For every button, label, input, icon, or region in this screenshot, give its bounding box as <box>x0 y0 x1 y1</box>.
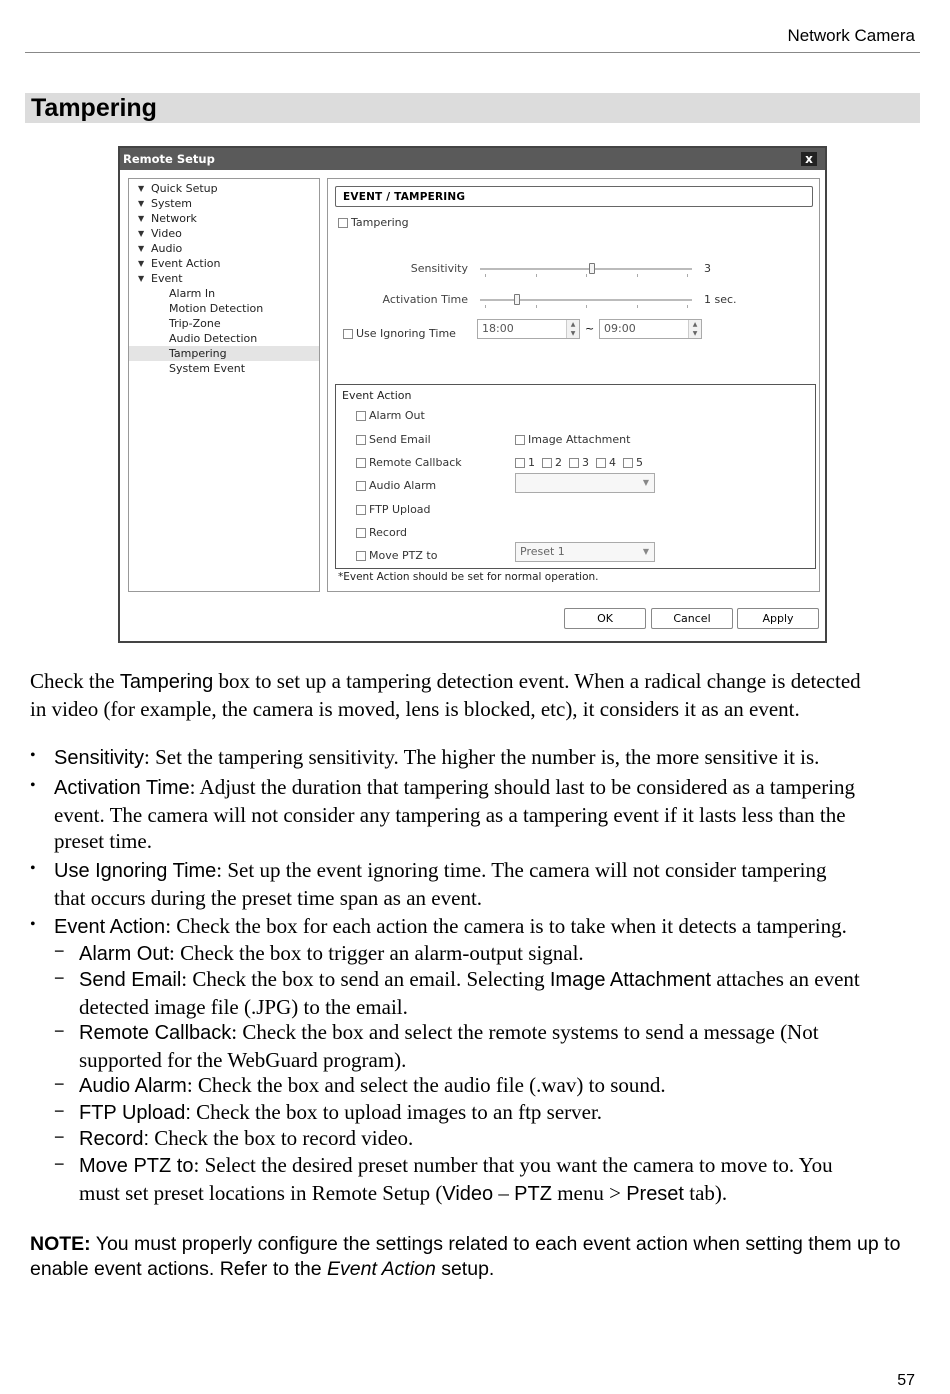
subitem-text: – <box>493 1180 515 1205</box>
tampering-checkbox-row[interactable] <box>338 212 409 231</box>
section-title: Tampering <box>31 94 157 122</box>
record-row[interactable] <box>356 522 407 541</box>
slider-tick <box>586 274 587 277</box>
preset-value: Preset 1 <box>520 545 565 558</box>
tree-item-label: Event Action <box>151 257 221 270</box>
bullet-line: that occurs during the preset time span as an event. <box>54 885 483 910</box>
tree-item-label: Motion Detection <box>169 302 264 315</box>
slider-tick <box>485 274 486 277</box>
subitem-remote-callback <box>79 1019 934 1073</box>
term-sensitivity: Sensitivity <box>54 747 145 769</box>
send-email-checkbox[interactable] <box>356 435 366 445</box>
tree-item[interactable] <box>129 196 319 211</box>
subitem-audio-alarm <box>79 1072 934 1100</box>
tree-item[interactable] <box>129 271 319 286</box>
tree-item-label: Audio <box>151 242 183 255</box>
section-heading-band <box>25 93 920 123</box>
send-email-label: Send Email <box>369 433 431 446</box>
subitem-text: : Check the box and select the audio file (.wav) to sound. <box>186 1073 666 1097</box>
subitem-text: menu > <box>551 1180 627 1205</box>
apply-button[interactable]: Apply <box>737 608 819 629</box>
image-attachment-row[interactable] <box>515 429 630 448</box>
ftp-upload-label: FTP Upload <box>369 503 431 516</box>
callback-1-checkbox[interactable] <box>515 458 525 468</box>
term-remote-callback: Remote Callback <box>79 1022 232 1044</box>
bullet-line: event. The camera will not consider any tampering as a tampering event if it lasts less than the <box>54 802 846 827</box>
spin-arrows-icon[interactable]: ▲ ▼ <box>566 320 579 338</box>
ignore-end-time-value: 09:00 <box>604 322 636 335</box>
term-ptz: PTZ <box>514 1182 552 1205</box>
slider-tick <box>687 274 688 277</box>
slider-tick <box>536 305 537 308</box>
bullet-event-action <box>54 913 934 941</box>
term-send-email: Send Email <box>79 969 182 991</box>
note-paragraph <box>30 1232 920 1282</box>
cancel-button[interactable]: Cancel <box>651 608 733 629</box>
sensitivity-label: Sensitivity <box>410 262 468 275</box>
tree-item[interactable] <box>129 256 319 271</box>
tree-item-label: System Event <box>169 362 246 375</box>
activation-slider-track <box>480 299 692 301</box>
callback-numbers <box>515 452 643 471</box>
move-ptz-checkbox[interactable] <box>356 551 366 561</box>
use-ignoring-time-label: Use Ignoring Time <box>356 327 456 340</box>
dash-icon: − <box>54 1127 65 1147</box>
expand-arrow-icon[interactable]: ▼ <box>138 214 145 223</box>
tree-item[interactable] <box>129 211 319 226</box>
page-number: 57 <box>897 1372 915 1389</box>
intro-line-1 <box>30 668 930 696</box>
spin-arrows-icon[interactable]: ▲ ▼ <box>688 320 701 338</box>
ftp-upload-row[interactable] <box>356 499 431 518</box>
alarm-out-row[interactable] <box>356 405 425 424</box>
preset-dropdown[interactable] <box>515 542 655 562</box>
slider-tick <box>536 274 537 277</box>
subitem-line <box>79 1152 934 1180</box>
bullet-text: : Adjust the duration that tampering should last to be considered as a tampering <box>189 775 856 799</box>
subitem-text: tab). <box>684 1180 728 1205</box>
running-header: Network Camera <box>787 26 915 45</box>
alarm-out-label: Alarm Out <box>369 409 425 422</box>
audio-file-dropdown[interactable] <box>515 473 655 493</box>
term-video: Video <box>442 1182 494 1205</box>
ftp-upload-checkbox[interactable] <box>356 505 366 515</box>
bullet-icon: • <box>30 747 36 764</box>
record-checkbox[interactable] <box>356 528 366 538</box>
panel-header: EVENT / TAMPERING <box>335 186 813 207</box>
tree-item-label: Tampering <box>169 347 227 360</box>
time-range-separator: ~ <box>585 322 595 335</box>
dash-icon: − <box>54 941 65 961</box>
audio-alarm-row[interactable] <box>356 475 436 494</box>
term-image-attachment: Image Attachment <box>549 969 712 991</box>
term-event-action: Event Action <box>54 916 166 938</box>
callback-2-checkbox[interactable] <box>542 458 552 468</box>
event-action-title: Event Action <box>342 389 412 402</box>
dash-icon: − <box>54 968 65 988</box>
slider-tick <box>485 305 486 308</box>
callback-2-label: 2 <box>555 456 562 469</box>
expand-arrow-icon[interactable]: ▼ <box>138 184 145 193</box>
subitem-text: : Select the desired preset number that you want the camera to move to. You <box>193 1153 833 1177</box>
callback-5-checkbox[interactable] <box>623 458 633 468</box>
callback-3-checkbox[interactable] <box>569 458 579 468</box>
use-ignoring-time-checkbox[interactable] <box>343 329 353 339</box>
subitem-text: : Check the box to trigger an alarm-output signal. <box>169 941 584 965</box>
image-attachment-checkbox[interactable] <box>515 435 525 445</box>
subitem-line <box>79 1019 934 1047</box>
intro-text: Check the <box>30 669 120 693</box>
tree-item-label: Alarm In <box>169 287 216 300</box>
slider-tick <box>687 305 688 308</box>
expand-arrow-icon[interactable]: ▼ <box>138 274 145 283</box>
callback-1-label: 1 <box>528 456 535 469</box>
bullet-text: : Set the tampering sensitivity. The higher the number is, the more sensitive it is. <box>144 745 820 769</box>
bullet-line: preset time. <box>54 829 152 853</box>
ignore-start-time-field[interactable] <box>477 319 580 339</box>
subitem-record <box>79 1125 934 1153</box>
tree-item-label: Network <box>151 212 197 225</box>
audio-alarm-label: Audio Alarm <box>369 479 437 492</box>
event-tampering-panel <box>327 178 820 592</box>
subitem-move-ptz <box>79 1152 934 1207</box>
dialog-titlebar <box>120 148 825 170</box>
record-label: Record <box>369 526 408 539</box>
expand-arrow-icon[interactable]: ▼ <box>138 199 145 208</box>
note-text: You must properly configure the settings related to each event action when setting them up to enable event actions. Refer to the <box>30 1233 901 1280</box>
tree-item[interactable] <box>129 301 319 316</box>
term-preset: Preset <box>626 1182 684 1205</box>
sensitivity-slider-thumb[interactable] <box>589 263 595 274</box>
note-reference: Event Action <box>327 1258 436 1280</box>
tree-item[interactable] <box>129 286 319 301</box>
sensitivity-slider-track <box>480 268 692 270</box>
tree-item-label: System <box>151 197 193 210</box>
close-icon[interactable]: x <box>801 152 817 166</box>
slider-tick <box>637 274 638 277</box>
use-ignoring-time-row[interactable] <box>343 323 456 342</box>
callback-4-label: 4 <box>609 456 616 469</box>
subitem-text: Check the box to record video. <box>149 1126 414 1150</box>
expand-arrow-icon[interactable]: ▼ <box>138 229 145 238</box>
term-tampering: Tampering <box>119 671 214 693</box>
tree-item-label: Event <box>151 272 183 285</box>
tree-item-label: Video <box>151 227 182 240</box>
bullet-line <box>54 774 934 802</box>
ignore-end-time-field[interactable] <box>599 319 702 339</box>
remote-callback-row[interactable] <box>356 452 462 471</box>
chevron-down-icon: ▼ <box>642 478 649 487</box>
activation-time-value: 1 sec. <box>704 293 737 306</box>
bullet-icon: • <box>30 916 36 933</box>
move-ptz-label: Move PTZ to <box>369 549 438 562</box>
subitem-text: Check the box to upload images to an ftp server. <box>190 1100 603 1124</box>
callback-3-label: 3 <box>582 456 589 469</box>
intro-paragraph <box>30 668 930 722</box>
tree-item[interactable] <box>129 346 319 361</box>
bullet-line <box>54 857 934 885</box>
send-email-row[interactable] <box>356 429 431 448</box>
bullet-sensitivity <box>54 744 934 772</box>
intro-text: box to set up a tampering detection event. When a radical change is detected <box>213 669 861 693</box>
activation-time-label: Activation Time <box>382 293 468 306</box>
bullet-text: : Set up the event ignoring time. The camera will not consider tampering <box>216 858 827 882</box>
image-attachment-label: Image Attachment <box>528 433 631 446</box>
move-ptz-row[interactable] <box>356 545 437 564</box>
activation-slider-thumb[interactable] <box>514 294 520 305</box>
tree-item[interactable] <box>129 181 319 196</box>
subitem-line: detected image file (.JPG) to the email. <box>79 994 408 1019</box>
expand-arrow-icon[interactable]: ▼ <box>138 244 145 253</box>
tree-item-label: Audio Detection <box>169 332 258 345</box>
subitem-line <box>79 966 934 994</box>
remote-setup-dialog <box>118 146 827 643</box>
dash-icon: − <box>54 1101 65 1121</box>
remote-callback-label: Remote Callback <box>369 456 462 469</box>
slider-tick <box>637 305 638 308</box>
subitem-text: must set preset locations in Remote Setup ( <box>79 1180 443 1205</box>
sensitivity-value: 3 <box>704 262 711 275</box>
note-text: setup. <box>435 1258 495 1280</box>
subitem-alarm-out <box>79 940 934 968</box>
subitem-line: supported for the WebGuard program). <box>79 1047 407 1072</box>
bullet-use-ignoring-time <box>54 857 934 911</box>
event-action-group <box>335 384 816 569</box>
bullet-icon: • <box>30 860 36 877</box>
slider-tick <box>586 305 587 308</box>
term-alarm-out: Alarm Out <box>79 943 170 965</box>
callback-5-label: 5 <box>636 456 643 469</box>
intro-line-2: in video (for example, the camera is moved, lens is blocked, etc), it considers it as an event. <box>30 696 800 721</box>
tree-item-label: Trip-Zone <box>169 317 221 330</box>
tampering-checkbox-label: Tampering <box>351 216 409 229</box>
ignore-start-time-value: 18:00 <box>482 322 514 335</box>
audio-alarm-checkbox[interactable] <box>356 481 366 491</box>
event-action-note: *Event Action should be set for normal operation. <box>338 571 599 583</box>
tree-item[interactable] <box>129 331 319 346</box>
subitem-ftp-upload <box>79 1099 934 1127</box>
callback-4-checkbox[interactable] <box>596 458 606 468</box>
subitem-send-email <box>79 966 934 1020</box>
subitem-text: : Check the box to send an email. Selecting <box>181 967 550 991</box>
ok-button[interactable]: OK <box>564 608 646 629</box>
chevron-down-icon: ▼ <box>642 547 649 556</box>
term-activation-time: Activation Time <box>54 777 190 799</box>
bullet-activation-time <box>54 774 934 855</box>
tree-item[interactable] <box>129 361 319 376</box>
remote-callback-checkbox[interactable] <box>356 458 366 468</box>
term-ftp-upload: FTP Upload: <box>79 1102 191 1124</box>
tree-item[interactable] <box>129 316 319 331</box>
expand-arrow-icon[interactable]: ▼ <box>138 259 145 268</box>
tree-item-label: Quick Setup <box>151 182 218 195</box>
term-use-ignoring-time: Use Ignoring Time <box>54 860 217 882</box>
settings-tree <box>128 178 320 592</box>
term-audio-alarm: Audio Alarm <box>79 1075 187 1097</box>
bullet-text: : Check the box for each action the camera is to take when it detects a tampering. <box>165 914 847 938</box>
dialog-title: Remote Setup <box>123 152 215 166</box>
term-record: Record: <box>79 1128 150 1150</box>
alarm-out-checkbox[interactable] <box>356 411 366 421</box>
note-label: NOTE: <box>30 1233 91 1255</box>
tree-item[interactable] <box>129 226 319 241</box>
subitem-line <box>79 1180 934 1208</box>
header-rule <box>25 52 920 53</box>
dash-icon: − <box>54 1154 65 1174</box>
term-move-ptz: Move PTZ to <box>79 1155 194 1177</box>
tampering-checkbox[interactable] <box>338 218 348 228</box>
dash-icon: − <box>54 1074 65 1094</box>
bullet-icon: • <box>30 777 36 794</box>
tree-item[interactable] <box>129 241 319 256</box>
subitem-text: : Check the box and select the remote systems to send a message (Not <box>231 1020 819 1044</box>
dash-icon: − <box>54 1021 65 1041</box>
subitem-text: attaches an event <box>711 967 860 991</box>
